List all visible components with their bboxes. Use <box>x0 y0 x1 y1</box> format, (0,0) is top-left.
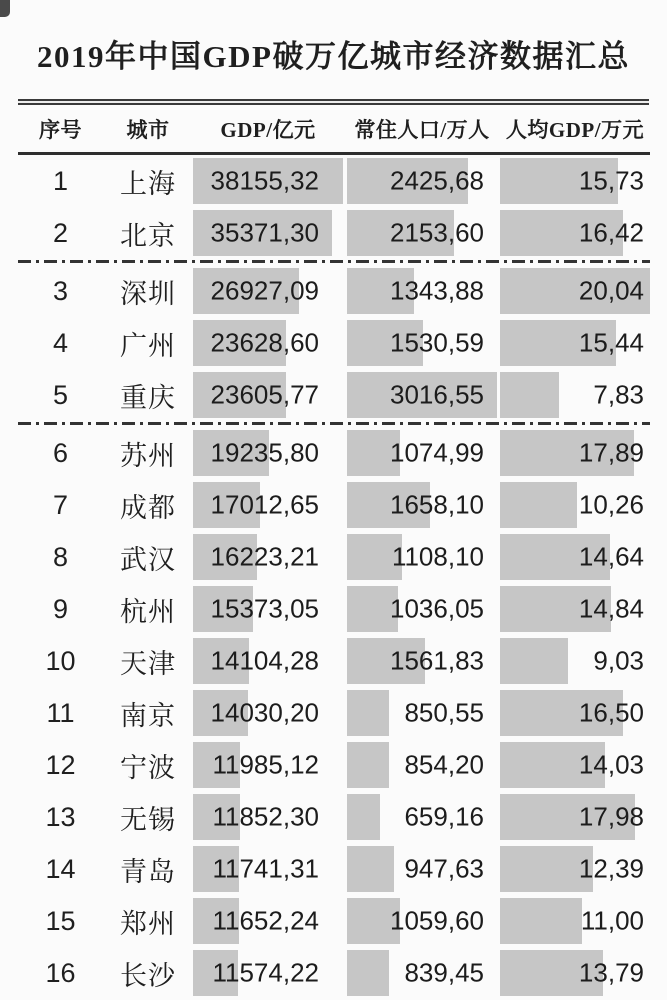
city-cell: 上海 <box>120 168 176 199</box>
gdp-cell <box>193 690 343 736</box>
table-row <box>0 369 667 421</box>
col-header-population: 常住人口/万人 <box>354 117 490 142</box>
table-row <box>0 427 667 479</box>
gdp-cell <box>193 372 343 418</box>
pop-value: 1108,10 <box>391 541 484 572</box>
gdp-value: 23605,77 <box>210 379 319 410</box>
percap-value: 16,42 <box>578 217 644 248</box>
col-header-rank: 序号 <box>39 117 82 142</box>
pop-value: 839,45 <box>404 957 484 988</box>
city-cell: 青岛 <box>120 856 176 887</box>
rank-cell: 16 <box>45 957 76 988</box>
table-row <box>0 583 667 635</box>
gdp-value: 35371,30 <box>210 217 319 248</box>
gdp-value: 38155,32 <box>210 165 319 196</box>
percapita-cell <box>500 950 650 996</box>
rank-cell: 8 <box>52 541 69 572</box>
group-divider-line <box>18 260 650 263</box>
percap-value: 11,00 <box>580 905 644 936</box>
table-row <box>0 265 667 317</box>
population-cell <box>347 950 497 996</box>
gdp-value: 16223,21 <box>210 541 319 572</box>
table-row <box>0 843 667 895</box>
gdp-value: 11574,22 <box>212 957 319 988</box>
pop-value: 1561,83 <box>390 645 484 676</box>
percapita-cell <box>500 586 650 632</box>
table-header <box>0 105 667 152</box>
pop-bar <box>347 950 389 996</box>
pop-value: 1658,10 <box>390 489 484 520</box>
table-row <box>0 895 667 947</box>
percapita-cell <box>500 268 650 314</box>
city-cell: 无锡 <box>120 804 176 835</box>
col-header-city: 城市 <box>126 117 170 142</box>
gdp-cell <box>193 430 343 476</box>
percap-value: 9,03 <box>593 645 644 676</box>
table-row <box>0 739 667 791</box>
table-row <box>0 155 667 207</box>
percap-bar <box>500 898 582 944</box>
rank-cell: 9 <box>52 593 69 624</box>
pop-value: 3016,55 <box>390 379 484 410</box>
gdp-cell <box>193 210 343 256</box>
percapita-cell <box>500 638 650 684</box>
gdp-cell <box>193 794 343 840</box>
city-cell: 南京 <box>120 700 176 731</box>
gdp-cell <box>193 586 343 632</box>
percap-value: 17,89 <box>578 437 644 468</box>
gdp-cell <box>193 950 343 996</box>
rank-cell: 1 <box>52 165 69 196</box>
rank-cell: 6 <box>52 437 69 468</box>
gdp-value: 15373,05 <box>210 593 319 624</box>
population-cell <box>347 898 497 944</box>
col-header-percapita: 人均GDP/万元 <box>505 117 645 142</box>
gdp-value: 14104,28 <box>210 645 319 676</box>
population-cell <box>347 372 497 418</box>
percapita-cell <box>500 534 650 580</box>
pop-value: 854,20 <box>404 749 484 780</box>
pop-value: 1530,59 <box>390 327 484 358</box>
gdp-cell <box>193 898 343 944</box>
rank-cell: 14 <box>45 853 76 884</box>
percap-value: 16,50 <box>578 697 644 728</box>
population-cell <box>347 586 497 632</box>
population-cell <box>347 210 497 256</box>
percap-bar <box>500 638 568 684</box>
percap-bar <box>500 482 577 528</box>
table-row <box>0 947 667 999</box>
percap-value: 20,04 <box>578 275 644 306</box>
gdp-value: 19235,80 <box>210 437 319 468</box>
gdp-cell <box>193 534 343 580</box>
gdp-value: 11652,24 <box>212 905 319 936</box>
population-cell <box>347 742 497 788</box>
percapita-cell <box>500 742 650 788</box>
percap-value: 14,84 <box>578 593 644 624</box>
pop-bar <box>347 794 380 840</box>
percap-value: 15,44 <box>578 327 644 358</box>
population-cell <box>347 846 497 892</box>
percap-value: 15,73 <box>578 165 644 196</box>
gdp-value: 14030,20 <box>210 697 319 728</box>
rank-cell: 7 <box>52 489 69 520</box>
city-cell: 天津 <box>120 648 176 679</box>
population-cell <box>347 534 497 580</box>
rank-cell: 13 <box>45 801 76 832</box>
pop-value: 1343,88 <box>390 275 484 306</box>
pop-value: 2153,60 <box>390 217 484 248</box>
city-cell: 重庆 <box>120 382 176 413</box>
percapita-cell <box>500 898 650 944</box>
table-row <box>0 479 667 531</box>
pop-value: 2425,68 <box>390 165 484 196</box>
city-cell: 郑州 <box>120 908 176 939</box>
percap-value: 13,79 <box>578 957 644 988</box>
population-cell <box>347 638 497 684</box>
table-row <box>0 207 667 259</box>
rank-cell: 3 <box>52 275 69 306</box>
percap-value: 17,98 <box>578 801 644 832</box>
scan-artifact <box>0 0 10 17</box>
gdp-cell <box>193 320 343 366</box>
percapita-cell <box>500 794 650 840</box>
rank-cell: 10 <box>45 645 76 676</box>
city-cell: 宁波 <box>120 752 176 783</box>
pop-bar <box>347 690 389 736</box>
gdp-cell <box>193 638 343 684</box>
population-cell <box>347 158 497 204</box>
city-cell: 广州 <box>120 330 176 361</box>
population-cell <box>347 794 497 840</box>
city-cell: 深圳 <box>120 278 176 309</box>
pop-bar <box>347 742 389 788</box>
population-cell <box>347 690 497 736</box>
pop-bar <box>347 846 394 892</box>
population-cell <box>347 268 497 314</box>
population-cell <box>347 482 497 528</box>
percap-value: 14,03 <box>578 749 644 780</box>
gdp-cell <box>193 158 343 204</box>
city-cell: 武汉 <box>120 544 176 575</box>
population-cell <box>347 320 497 366</box>
percapita-cell <box>500 158 650 204</box>
pop-value: 1074,99 <box>390 437 484 468</box>
percap-bar <box>500 372 559 418</box>
pop-value: 659,16 <box>404 801 484 832</box>
city-cell: 成都 <box>120 492 176 523</box>
table-body <box>0 155 667 999</box>
table-row <box>0 531 667 583</box>
gdp-cell <box>193 846 343 892</box>
table-row <box>0 317 667 369</box>
gdp-cell <box>193 482 343 528</box>
rank-cell: 2 <box>52 217 69 248</box>
percapita-cell <box>500 690 650 736</box>
rank-cell: 12 <box>45 749 76 780</box>
gdp-value: 26927,09 <box>210 275 319 306</box>
col-header-gdp: GDP/亿元 <box>220 117 316 142</box>
percapita-cell <box>500 210 650 256</box>
gdp-value: 17012,65 <box>210 489 319 520</box>
percap-value: 12,39 <box>578 853 644 884</box>
gdp-cell <box>193 268 343 314</box>
gdp-value: 11985,12 <box>212 749 319 780</box>
gdp-value: 11852,30 <box>212 801 319 832</box>
percapita-cell <box>500 482 650 528</box>
pop-value: 850,55 <box>404 697 484 728</box>
percapita-cell <box>500 430 650 476</box>
city-cell: 苏州 <box>120 440 176 471</box>
gdp-value: 11741,31 <box>212 853 319 884</box>
percapita-cell <box>500 846 650 892</box>
group-divider-line <box>18 422 650 425</box>
table-row <box>0 791 667 843</box>
pop-value: 1059,60 <box>390 905 484 936</box>
table-row <box>0 687 667 739</box>
city-cell: 长沙 <box>120 960 176 991</box>
percapita-cell <box>500 320 650 366</box>
city-cell: 杭州 <box>120 596 176 627</box>
pop-value: 947,63 <box>404 853 484 884</box>
city-cell: 北京 <box>120 220 176 251</box>
population-cell <box>347 430 497 476</box>
page-title: 2019年中国GDP破万亿城市经济数据汇总 <box>37 39 630 74</box>
percapita-cell <box>500 372 650 418</box>
rank-cell: 11 <box>46 697 75 728</box>
percap-value: 10,26 <box>578 489 644 520</box>
rank-cell: 15 <box>45 905 76 936</box>
rank-cell: 5 <box>52 379 69 410</box>
gdp-cell <box>193 742 343 788</box>
gdp-value: 23628,60 <box>210 327 319 358</box>
pop-value: 1036,05 <box>390 593 484 624</box>
percap-value: 7,83 <box>593 379 644 410</box>
table-row <box>0 635 667 687</box>
percap-value: 14,64 <box>578 541 644 572</box>
rank-cell: 4 <box>52 327 69 358</box>
